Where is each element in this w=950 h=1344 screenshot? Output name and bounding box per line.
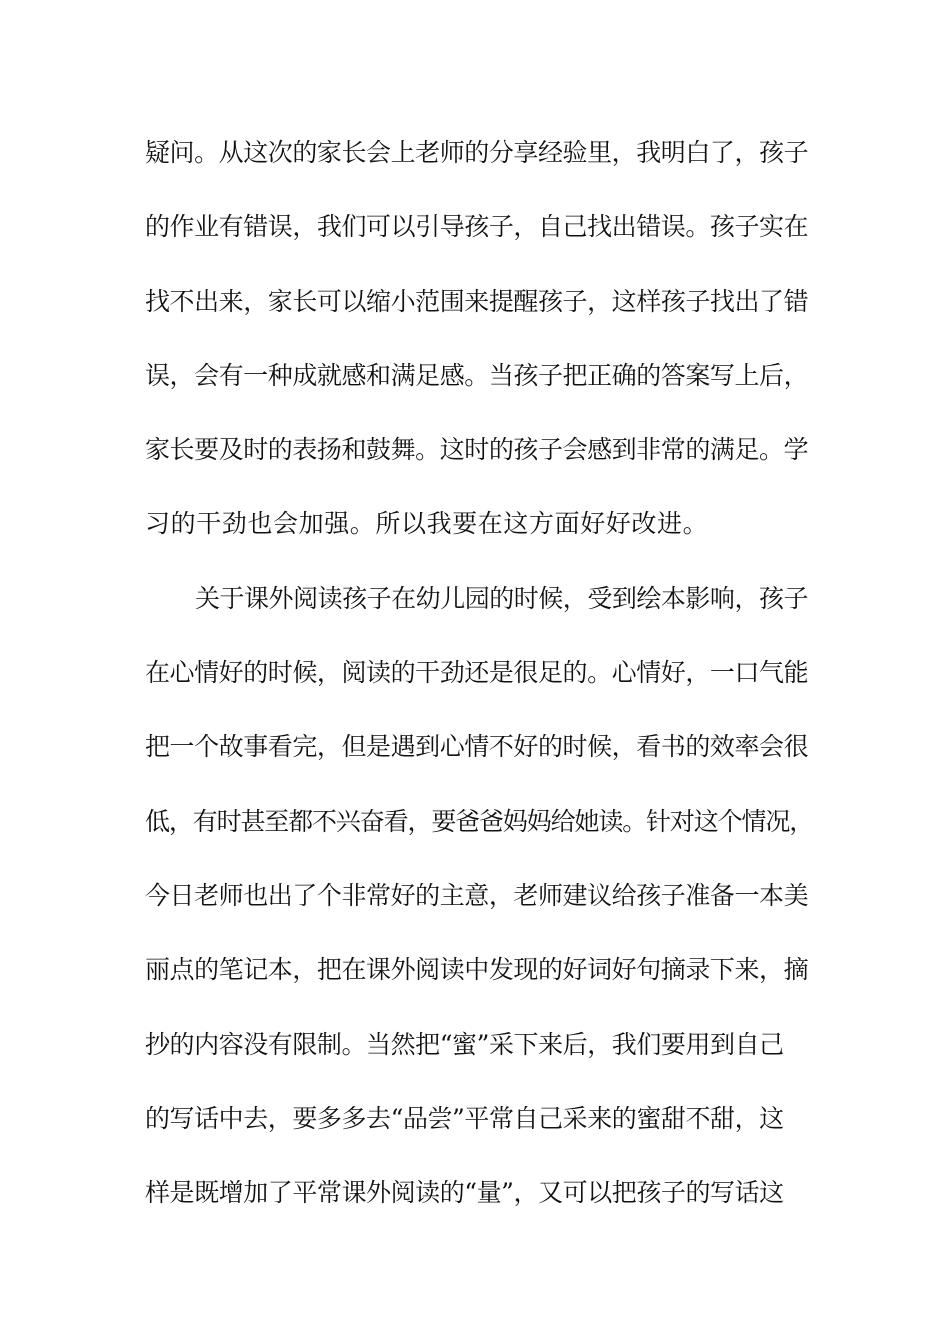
text-line: 把一个故事看完，但是遇到心情不好的时候，看书的效率会很	[145, 732, 809, 762]
document-body	[145, 128, 825, 1242]
text-line: 关于课外阅读孩子在幼儿园的时候，受到绘本影响，孩子	[195, 583, 809, 613]
text-line: 的写话中去，要多多去“品尝”平常自己采来的蜜甜不甜，这	[145, 1103, 784, 1133]
text-line: 低，有时甚至都不兴奋看，要爸爸妈妈给她读。针对这个情况，	[145, 806, 814, 836]
text-line: 抄的内容没有限制。当然把“蜜”采下来后，我们要用到自己	[145, 1029, 784, 1059]
text-line: 找不出来，家长可以缩小范围来提醒孩子，这样孩子找出了错	[145, 286, 809, 316]
text-line: 家长要及时的表扬和鼓舞。这时的孩子会感到非常的满足。学	[145, 435, 809, 465]
text-line: 样是既增加了平常课外阅读的“量”，又可以把孩子的写话这	[145, 1178, 784, 1208]
text-line: 在心情好的时候，阅读的干劲还是很足的。心情好，一口气能	[145, 658, 809, 688]
text-line: 疑问。从这次的家长会上老师的分享经验里，我明白了，孩子	[145, 138, 809, 167]
text-line: 误，会有一种成就感和满足感。当孩子把正确的答案写上后，	[145, 360, 809, 390]
text-line: 的作业有错误，我们可以引导孩子，自己找出错误。孩子实在	[145, 212, 809, 242]
text-line: 丽点的笔记本，把在课外阅读中发现的好词好句摘录下来，摘	[145, 955, 809, 985]
text-line: 习的干劲也会加强。所以我要在这方面好好改进。	[145, 509, 709, 539]
text-line: 今日老师也出了个非常好的主意，老师建议给孩子准备一本美	[145, 880, 809, 910]
